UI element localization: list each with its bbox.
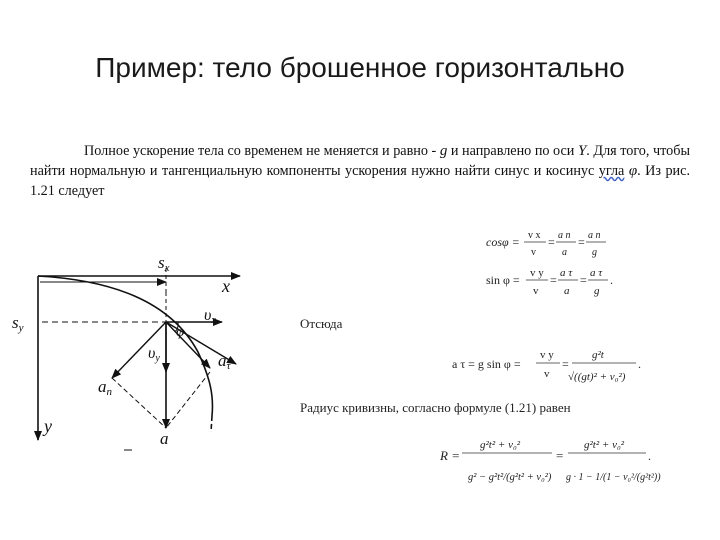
atau-f1-den: v	[544, 368, 550, 380]
R-f1-den: g² − g²t²/(g²t² + v₀²)	[468, 472, 552, 483]
label-phi: φ	[176, 324, 185, 340]
radius-text: Радиус кривизны, согласно формуле (1.21) равен	[300, 400, 571, 415]
label-a: a	[160, 429, 169, 448]
svg-text:.: .	[610, 273, 613, 287]
cos-f2-num: a n	[558, 230, 571, 241]
atau-f2-num: g²t	[592, 349, 604, 361]
svg-text:=: =	[578, 235, 585, 249]
R-f1-num: g²t² + v₀²	[480, 439, 521, 451]
label-vy: υy	[148, 345, 160, 364]
label-x-axis: x	[222, 276, 230, 296]
sin-lhs: sin φ =	[486, 273, 520, 287]
cos-f2-den: a	[562, 247, 567, 258]
svg-text:=: =	[580, 273, 587, 287]
svg-text:=: =	[548, 235, 555, 249]
R-lhs: R =	[440, 448, 460, 463]
slide-title: Пример: тело брошенное горизонтально	[95, 52, 625, 83]
symbol-y: Y	[577, 143, 587, 159]
symbol-g: g	[439, 143, 448, 159]
label-sx: sx	[158, 253, 170, 274]
R-f2-num: g²t² + v₀²	[584, 439, 625, 451]
sin-f2-num: a τ	[560, 267, 573, 279]
hence-label: Отсюда	[300, 316, 343, 331]
svg-text:=: =	[550, 273, 557, 287]
para-part2: и направлено по оси	[447, 143, 578, 159]
R-f2-den: g · 1 − 1/(1 − v₀²/(g²t²))	[566, 472, 661, 483]
symbol-phi: φ	[628, 163, 638, 179]
angle-link[interactable]: угла	[598, 163, 625, 179]
para-part4: . Из рис. 1.21 следует	[30, 163, 690, 199]
sin-f3-num: a τ	[590, 267, 603, 279]
cos-f3-num: a n	[588, 230, 601, 241]
svg-text:=: =	[562, 357, 569, 371]
label-y-axis: y	[44, 416, 52, 436]
para-part3: . Для того, чтобы найти нормальную и тангенциальную компоненты ускорения нужно найти синус и косинус	[30, 143, 690, 179]
cos-f1-num: v x	[528, 230, 541, 241]
atau-f2-den: √((gt)² + v₀²)	[568, 371, 626, 383]
label-vx: υx	[204, 307, 216, 326]
cos-f3-den: g	[592, 247, 597, 258]
svg-text:.: .	[648, 449, 651, 463]
sin-f2-den: a	[564, 285, 570, 297]
sin-f1-den: v	[533, 285, 539, 297]
label-a-tau: aτ	[218, 351, 231, 372]
svg-text:.: .	[638, 357, 641, 371]
sin-f1-num: v y	[530, 267, 544, 279]
label-sy: sy	[12, 313, 24, 334]
label-a-n: an	[98, 377, 112, 398]
cos-f1-den: v	[531, 247, 536, 258]
atau-lhs: a τ = g sin φ =	[452, 357, 521, 371]
atau-f1-num: v y	[540, 349, 554, 361]
cos-lhs: cosφ =	[486, 235, 520, 249]
para-part1: Полное ускорение тела со временем не меняется и равно -	[84, 143, 440, 159]
sin-f3-den: g	[594, 285, 600, 297]
svg-text:=: =	[556, 448, 564, 463]
